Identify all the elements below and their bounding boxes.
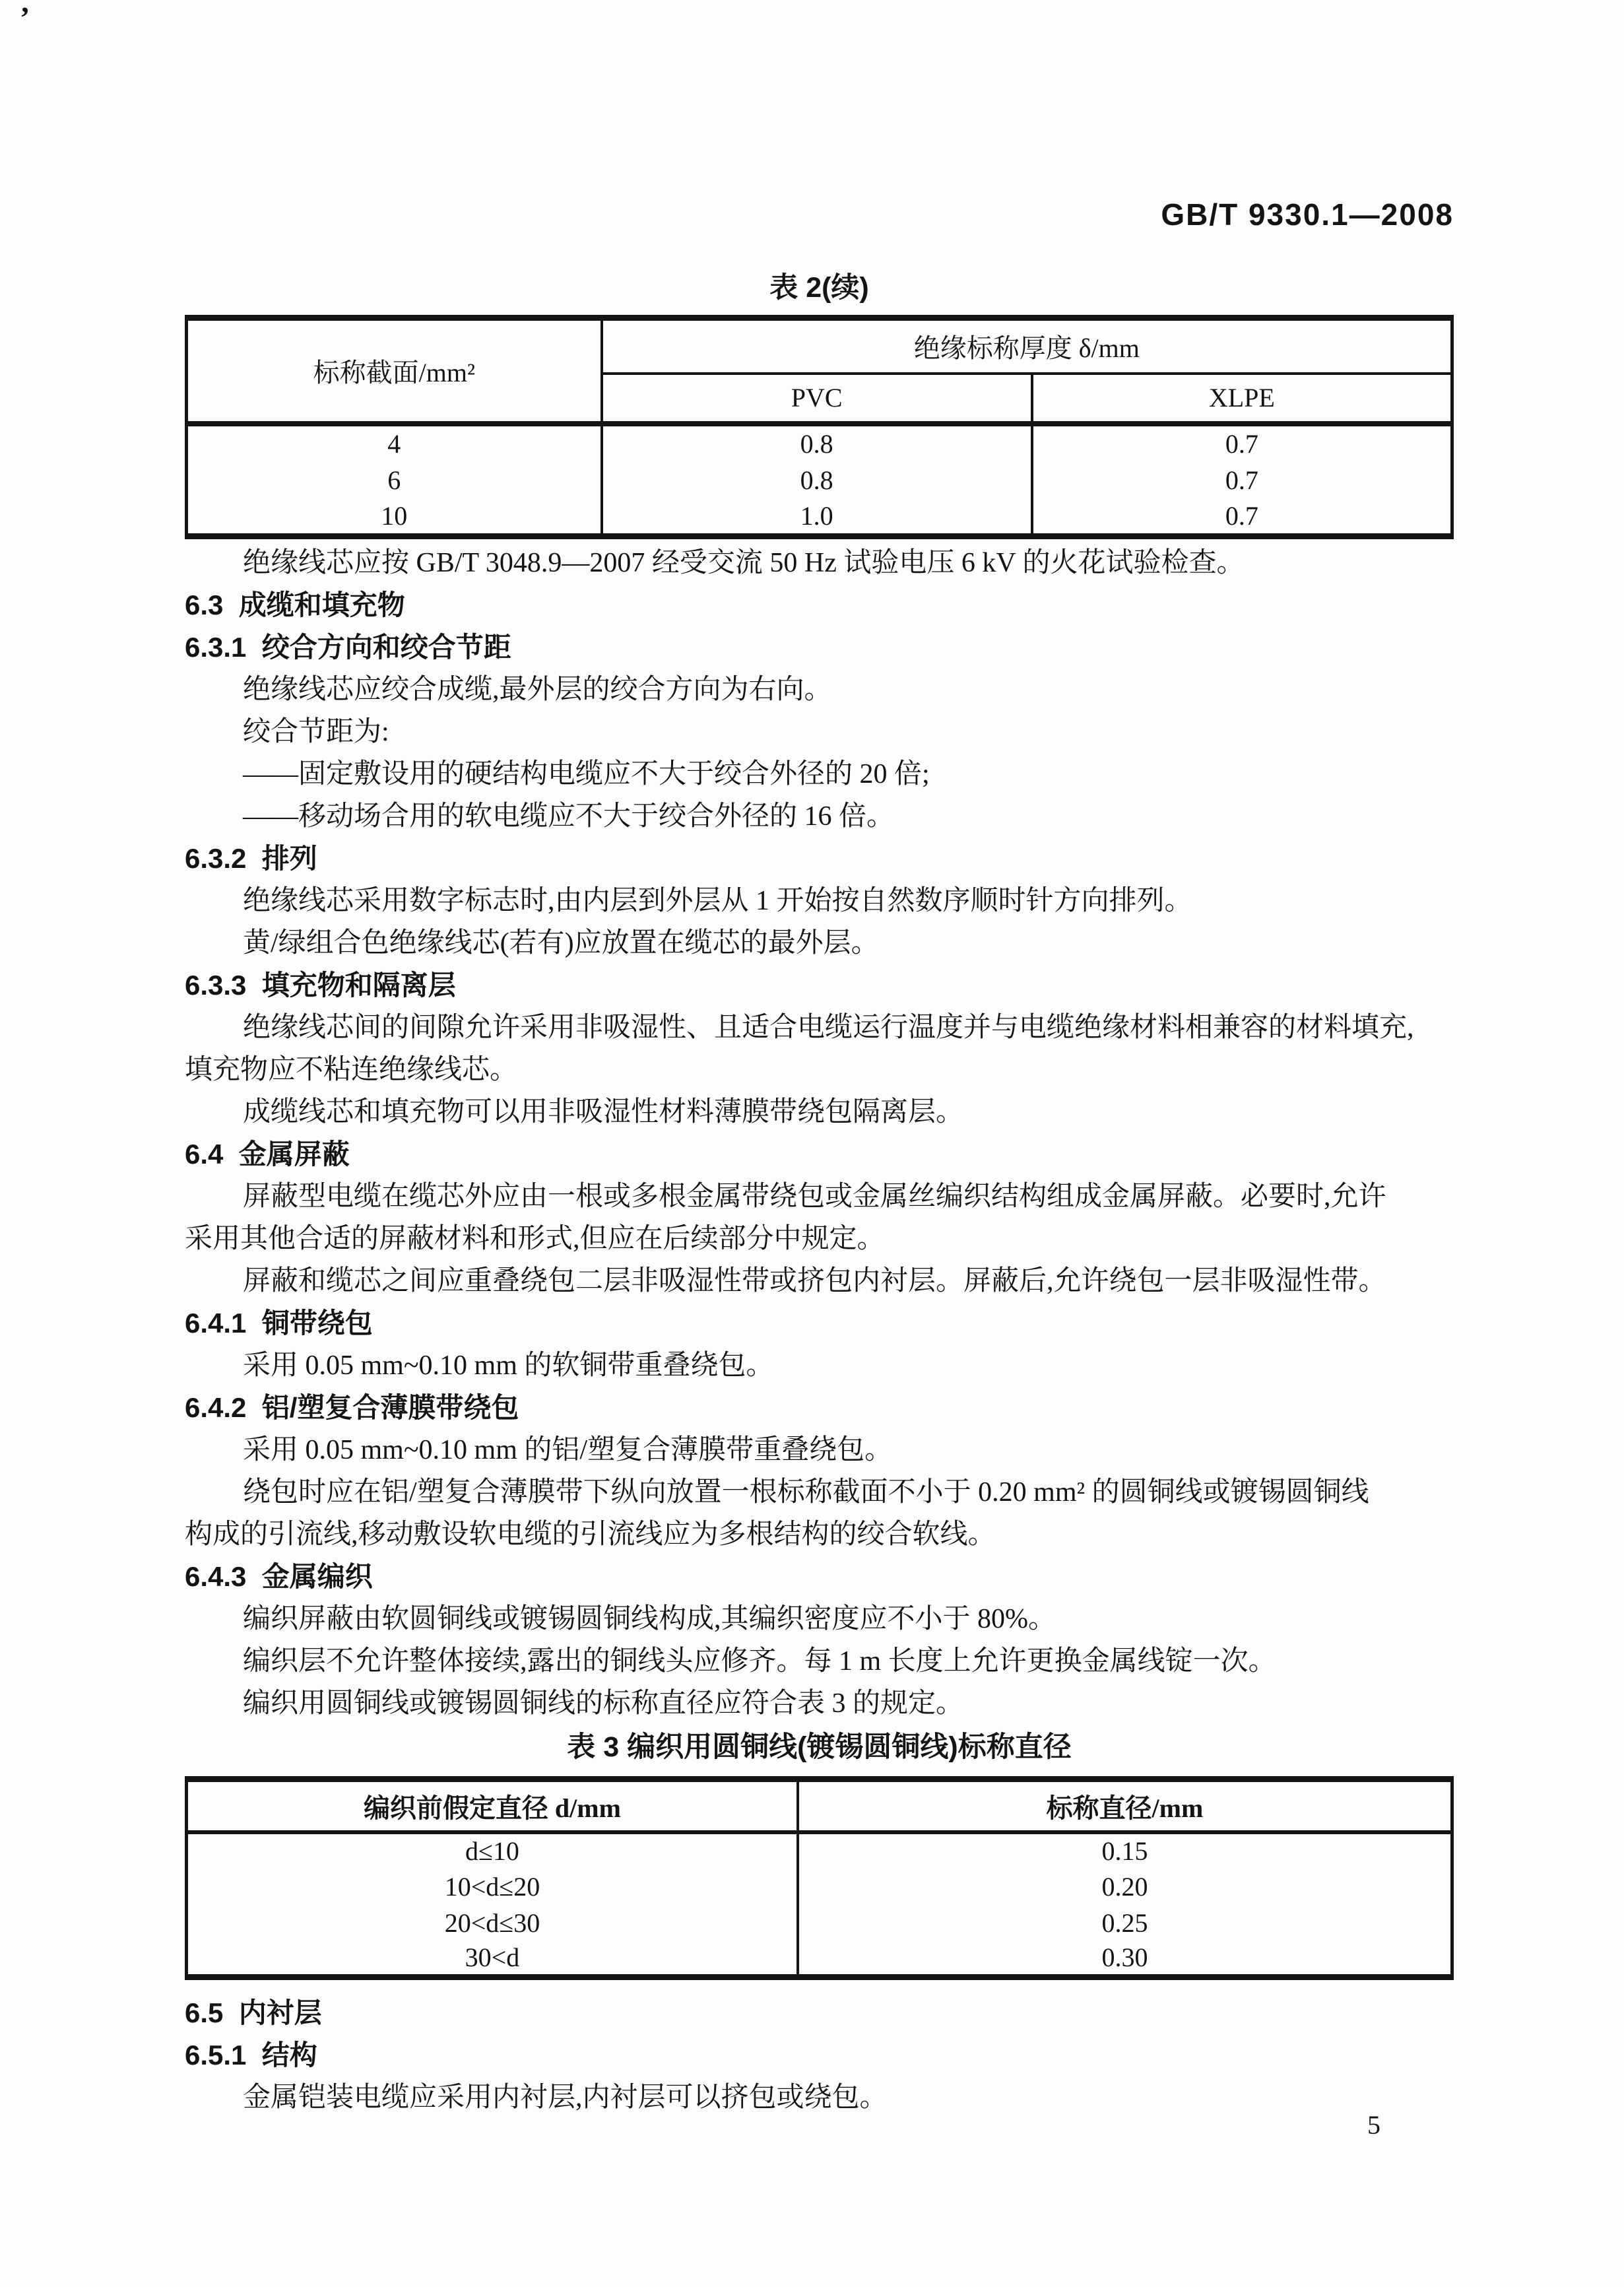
table-2-title: 表 2(续) — [769, 272, 869, 304]
table-row — [187, 1905, 1452, 1941]
table-cell: 0.7 — [1032, 461, 1452, 499]
table-3-title: 表 3 编织用圆铜线(镀锡圆铜线)标称直径 — [567, 1731, 1072, 1763]
paragraph-line: ——移动场合用的软电缆应不大于绞合外径的 16 倍。 — [243, 801, 895, 832]
body-text — [185, 542, 1454, 1725]
section-heading: 6.4 金属屏蔽 — [185, 1139, 350, 1170]
paragraph-line: 采用其他合适的屏蔽材料和形式,但应在后续部分中规定。 — [185, 1224, 885, 1254]
table-cell: 0.7 — [1032, 499, 1452, 537]
table-cell: d≤10 — [465, 1836, 519, 1866]
table-row — [187, 461, 1452, 499]
section-heading: 6.3.1 绞合方向和绞合节距 — [185, 632, 511, 663]
paragraph-line: 成缆线芯和填充物可以用非吸湿性材料薄膜带绕包隔离层。 — [243, 1097, 964, 1127]
table-row — [187, 318, 1452, 374]
section-heading: 6.3 成缆和填充物 — [185, 589, 405, 620]
paragraph-line: 填充物应不粘连绝缘线芯。 — [185, 1055, 518, 1085]
section-heading: 6.4.3 金属编织 — [185, 1561, 373, 1592]
table-cell: 0.7 — [1032, 424, 1452, 461]
table-header-cell: 绝缘标称厚度 δ/mm — [602, 318, 1452, 374]
table-cell: 0.8 — [602, 461, 1032, 499]
table-2-continued — [185, 315, 1454, 539]
paragraph-line: 屏蔽和缆芯之间应重叠绕包二层非吸湿性带或挤包内衬层。屏蔽后,允许绕包一层非吸湿性带。 — [243, 1266, 1386, 1296]
table-header-cell: 标称直径/mm — [798, 1779, 1452, 1832]
table-cell: 0.8 — [602, 424, 1032, 461]
table-3 — [185, 1776, 1454, 1980]
paragraph-line: 金属铠装电缆应采用内衬层,内衬层可以挤包或绕包。 — [243, 2082, 888, 2113]
doc-number: GB/T 9330.1—2008 — [1161, 197, 1454, 232]
paragraph-line: 构成的引流线,移动敷设软电缆的引流线应为多根结构的绞合软线。 — [185, 1519, 996, 1550]
paragraph-line: 编织用圆铜线或镀锡圆铜线的标称直径应符合表 3 的规定。 — [243, 1688, 964, 1719]
table-cell: 10<d≤20 — [444, 1871, 540, 1902]
table-row — [187, 1941, 1452, 1977]
page-number: 5 — [1367, 2110, 1380, 2140]
table-header-cell: XLPE — [1032, 374, 1452, 424]
paragraph-line: 绝缘线芯应绞合成缆,最外层的绞合方向为右向。 — [243, 675, 832, 705]
paragraph-line: 绝缘线芯采用数字标志时,由内层到外层从 1 开始按自然数序顺时针方向排列。 — [243, 886, 1192, 916]
section-heading: 6.5 内衬层 — [185, 1997, 322, 2028]
table-row — [187, 1869, 1452, 1905]
table-cell: 6 — [387, 465, 401, 495]
section-heading: 6.4.2 铝/塑复合薄膜带绕包 — [185, 1392, 519, 1423]
table-header-cell: PVC — [602, 374, 1032, 424]
section-heading: 6.4.1 铜带绕包 — [185, 1308, 373, 1339]
paragraph-line: 采用 0.05 mm~0.10 mm 的软铜带重叠绕包。 — [243, 1350, 774, 1381]
table-cell: 1.0 — [602, 499, 1032, 537]
table-cell: 0.30 — [798, 1941, 1452, 1977]
page-content — [185, 0, 1454, 2119]
footer-text — [185, 1992, 1454, 2119]
table-cell: 20<d≤30 — [444, 1907, 540, 1938]
table-row — [187, 499, 1452, 537]
paragraph-line: 编织屏蔽由软圆铜线或镀锡圆铜线构成,其编织密度应不小于 80%。 — [243, 1604, 1056, 1634]
paragraph-line: 屏蔽型电缆在缆芯外应由一根或多根金属带绕包或金属丝编织结构组成金属屏蔽。必要时,允许 — [243, 1181, 1386, 1212]
paragraph-line: 绝缘线芯应按 GB/T 3048.9—2007 经受交流 50 Hz 试验电压 6 kV 的火花试验检查。 — [243, 548, 1245, 578]
section-heading: 6.3.2 排列 — [185, 843, 317, 874]
table-cell: 4 — [387, 428, 401, 459]
table-row — [187, 1832, 1452, 1869]
paragraph-line: 编织层不允许整体接续,露出的铜线头应修齐。每 1 m 长度上允许更换金属线锭一次。 — [243, 1646, 1276, 1676]
paragraph-line: 黄/绿组合色绝缘线芯(若有)应放置在缆芯的最外层。 — [243, 928, 879, 958]
table-cell: 0.25 — [798, 1905, 1452, 1941]
table-cell: 10 — [381, 501, 408, 531]
paragraph-line: ——固定敷设用的硬结构电缆应不大于绞合外径的 20 倍; — [243, 759, 930, 789]
table-header-cell: 标称截面/mm² — [187, 318, 602, 424]
scan-artifact-mark: ʼ — [20, 1, 30, 34]
section-heading: 6.5.1 结构 — [185, 2039, 317, 2071]
paragraph-line: 采用 0.05 mm~0.10 mm 的铝/塑复合薄膜带重叠绕包。 — [243, 1435, 893, 1465]
table-row — [187, 424, 1452, 461]
table-cell: 30<d — [465, 1942, 520, 1973]
section-heading: 6.3.3 填充物和隔离层 — [185, 970, 456, 1001]
table-row — [187, 1779, 1452, 1832]
paragraph-line: 绞合节距为: — [243, 717, 389, 747]
table-header-cell: 编织前假定直径 d/mm — [187, 1779, 798, 1832]
paragraph-line: 绝缘线芯间的间隙允许采用非吸湿性、且适合电缆运行温度并与电缆绝缘材料相兼容的材料填充, — [243, 1012, 1414, 1043]
table-cell: 0.20 — [798, 1869, 1452, 1905]
paragraph-line: 绕包时应在铝/塑复合薄膜带下纵向放置一根标称截面不小于 0.20 mm² 的圆铜线或镀锡圆铜线 — [243, 1477, 1369, 1508]
table-cell: 0.15 — [798, 1832, 1452, 1869]
